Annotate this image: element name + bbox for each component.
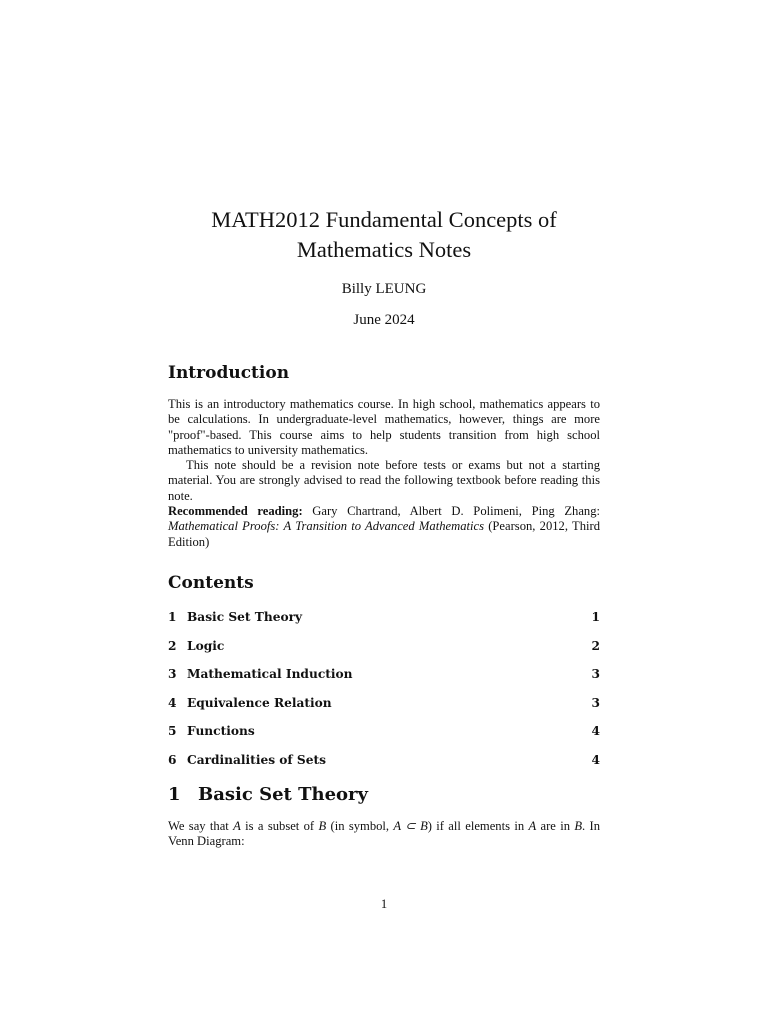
section-1-heading [168,784,368,806]
toc-entry-page: 1 [591,610,600,625]
math-symbol-b: B [574,819,583,833]
toc-entry-page: 4 [591,724,600,739]
math-symbol-a: A [528,819,537,833]
toc-entry-number: 2 [168,638,177,653]
text-run: ) if all elements in [427,819,529,833]
recommended-reading [168,504,600,550]
math-symbol-a: A [233,819,241,833]
contents-heading: Contents [168,573,254,593]
toc-entry-functions[interactable] [168,717,600,746]
recommended-edition: (Pearson, 2012, Third Edition) [168,519,600,549]
toc-entry-number: 3 [168,667,177,682]
toc-entry-equivalence-relation[interactable] [168,689,600,718]
title-line-1: MATH2012 Fundamental Concepts of [211,207,557,232]
table-of-contents [168,603,600,774]
section-1-number: 1 [168,784,181,805]
recommended-authors: Gary Chartrand, Albert D. Polimeni, Ping Zhang: [302,504,601,519]
text-run: are in [536,819,575,833]
text-run: . In Venn Diagram: [168,819,600,849]
text-run: (in symbol, [326,819,394,833]
document-title [0,205,768,265]
text-run: We say that [168,819,234,833]
toc-entry-logic[interactable] [168,632,600,661]
toc-entry-number: 4 [168,695,177,710]
toc-entry-page: 3 [591,695,600,710]
toc-entry-page: 2 [591,638,600,653]
toc-entry-page: 4 [591,752,600,767]
toc-entry-title: Functions [187,724,255,739]
introduction-body [168,397,600,550]
toc-entry-mathematical-induction[interactable] [168,660,600,689]
author-name: Billy LEUNG [341,281,427,297]
toc-entry-number: 1 [168,610,177,625]
toc-entry-page: 3 [591,667,600,682]
toc-entry-number: 6 [168,752,177,767]
section-1-body [168,819,600,850]
introduction-paragraph-1: This is an introductory mathematics course. In high school, mathematics appears to be calculations. In undergraduate-level mathematics, however, things are more "proof"-based. This course aims to help students transition from high school mathematics to university mathematics. [168,397,600,457]
subset-definition [168,819,600,850]
toc-entry-number: 5 [168,724,177,739]
math-symbol-b: B [318,819,327,833]
introduction-paragraph-2: This note should be a revision note before tests or exams but not a starting material. You are strongly advised to read the following textbook before reading this note. [168,458,600,503]
recommended-book-title: Mathematical Proofs: A Transition to Advanced Mathematics [168,519,484,534]
toc-entry-title: Cardinalities of Sets [187,752,326,767]
section-1-title: Basic Set Theory [198,784,368,805]
introduction-heading: Introduction [168,363,290,383]
document-date: June 2024 [353,312,415,328]
text-run: is a subset of [240,819,319,833]
toc-entry-title: Mathematical Induction [187,667,353,682]
subset-expression: A ⊂ B [393,819,428,833]
toc-entry-title: Basic Set Theory [187,610,303,625]
toc-entry-title: Equivalence Relation [187,695,332,710]
page-number: 1 [380,897,388,911]
toc-entry-title: Logic [187,638,225,653]
title-line-2: Mathematics Notes [296,237,472,262]
toc-entry-basic-set-theory[interactable] [168,603,600,632]
toc-entry-cardinalities-of-sets[interactable] [168,746,600,775]
recommended-reading-label: Recommended reading: [168,504,303,519]
